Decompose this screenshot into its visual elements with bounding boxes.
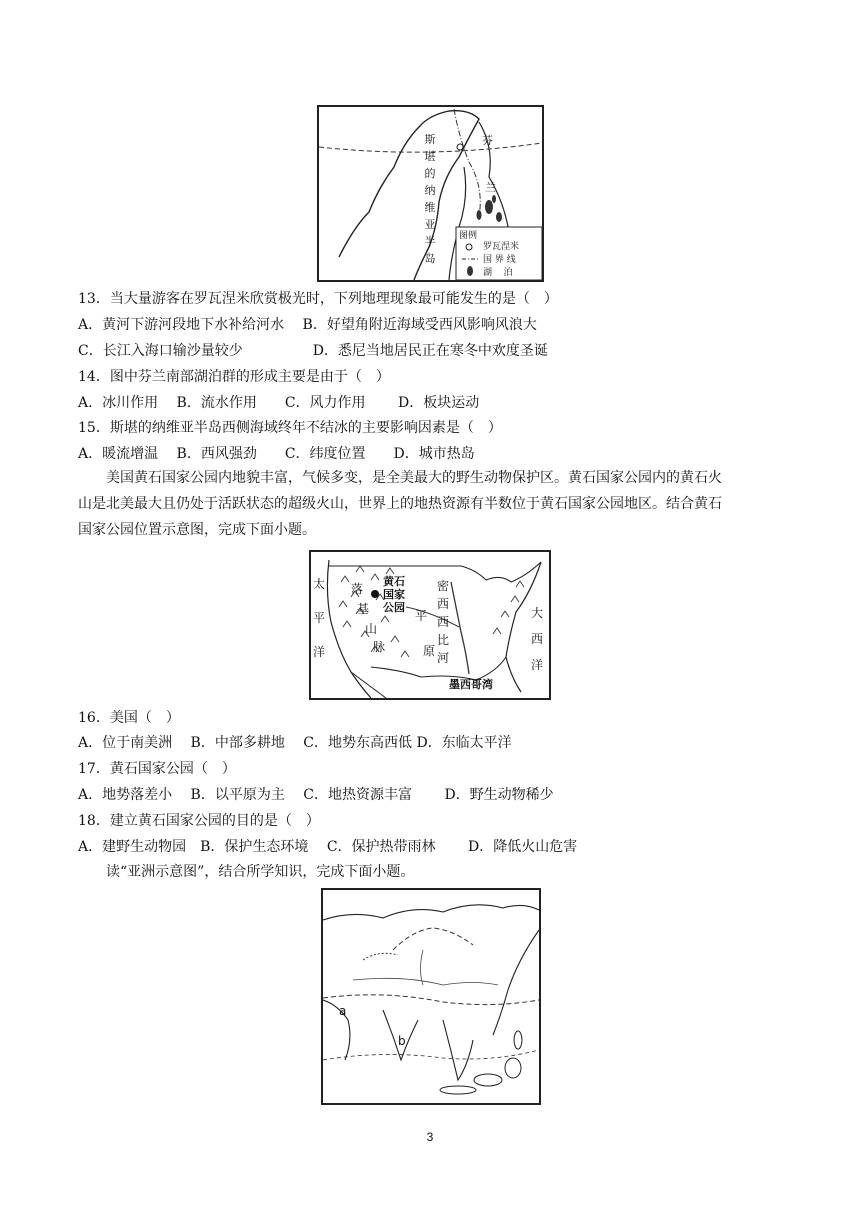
rovaniemi-marker <box>457 144 463 150</box>
q18-options: A．建野生动物园 B．保护生态环境 C．保护热带雨林 D．降低火山危害 <box>78 839 578 855</box>
finland-label-2: 兰 <box>485 181 496 194</box>
asia-map <box>321 888 541 1105</box>
rocky-label-1: 落 <box>351 582 364 596</box>
legend-lake: 湖 泊 <box>483 268 513 278</box>
q16-options: A．位于南美洲 B．中部多耕地 C．地势东高西低 D．东临太平洋 <box>78 735 512 751</box>
yellowstone-intro-line: 山是北美最大且仍处于活跃状态的超级火山，世界上的地热资源有半数位于黄石国家公园地区。结合黄石 <box>78 496 722 512</box>
plains-label-1: 平 <box>415 609 428 623</box>
rocky-label-3: 山 <box>365 622 378 636</box>
asia-label-a: a <box>339 1004 347 1018</box>
rocky-label-2: 基 <box>357 602 370 616</box>
scandinavia-map <box>317 105 544 282</box>
legend-title: 图例 <box>459 231 478 241</box>
park-label: 黄石 国家 公园 <box>383 575 405 614</box>
asia-label-b: b <box>398 1034 406 1048</box>
atlantic-label: 大 西 洋 <box>531 606 544 672</box>
mississippi-label: 密 西 西 比 河 <box>437 579 450 665</box>
yellowstone-intro <box>78 465 778 543</box>
q13-stem: 13．当大量游客在罗瓦涅米欣赏极光时，下列地理现象最可能发生的是（ ） <box>78 291 558 307</box>
yellowstone-location-map <box>309 550 551 700</box>
finland-label-1: 芬 <box>482 134 493 147</box>
q17-stem: 17．黄石国家公园（ ） <box>78 761 236 777</box>
peninsula-label: 斯 堪 的 纳 维 亚 半 岛 <box>424 133 436 265</box>
yellowstone-marker <box>371 590 379 598</box>
legend-border: 国 界 线 <box>483 255 516 265</box>
q18-stem: 18．建立黄石国家公园的目的是（ ） <box>78 813 320 829</box>
pacific-label: 太 平 洋 <box>313 577 326 659</box>
gulf-label: 墨西哥湾 <box>449 678 493 691</box>
yellowstone-intro-line: 国家公园位置示意图，完成下面小题。 <box>78 522 316 538</box>
q13-options-row2: C．长江入海口输沙量较少 D．悉尼当地居民正在寒冬中欢度圣诞 <box>78 343 548 359</box>
q14-options: A．冰川作用 B．流水作用 C．风力作用 D．板块运动 <box>78 395 480 411</box>
page-number: 3 <box>426 1130 434 1144</box>
q15-stem: 15．斯堪的纳维亚半岛西侧海域终年不结冰的主要影响因素是（ ） <box>78 420 502 436</box>
yellowstone-intro-line: 美国黄石国家公园内地貌丰富，气候多变，是全美最大的野生动物保护区。黄石国家公园内的黄石火 <box>78 470 722 486</box>
plains-label-2: 原 <box>423 644 436 658</box>
q14-stem: 14．图中芬兰南部湖泊群的形成主要是由于（ ） <box>78 369 390 385</box>
q13-options-row1: A．黄河下游河段地下水补给河水 B．好望角附近海域受西风影响风浪大 <box>78 317 537 333</box>
legend-rovaniemi: 罗瓦涅米 <box>483 242 520 252</box>
asia-intro: 读“亚洲示意图”，结合所学知识，完成下面小题。 <box>78 864 415 880</box>
q17-options: A．地势落差小 B．以平原为主 C．地热资源丰富 D．野生动物稀少 <box>78 787 554 803</box>
q15-options: A．暖流增温 B．西风强劲 C．纬度位置 D．城市热岛 <box>78 446 475 462</box>
rocky-label-4: 脉 <box>373 640 386 654</box>
q16-stem: 16．美国（ ） <box>78 710 180 726</box>
